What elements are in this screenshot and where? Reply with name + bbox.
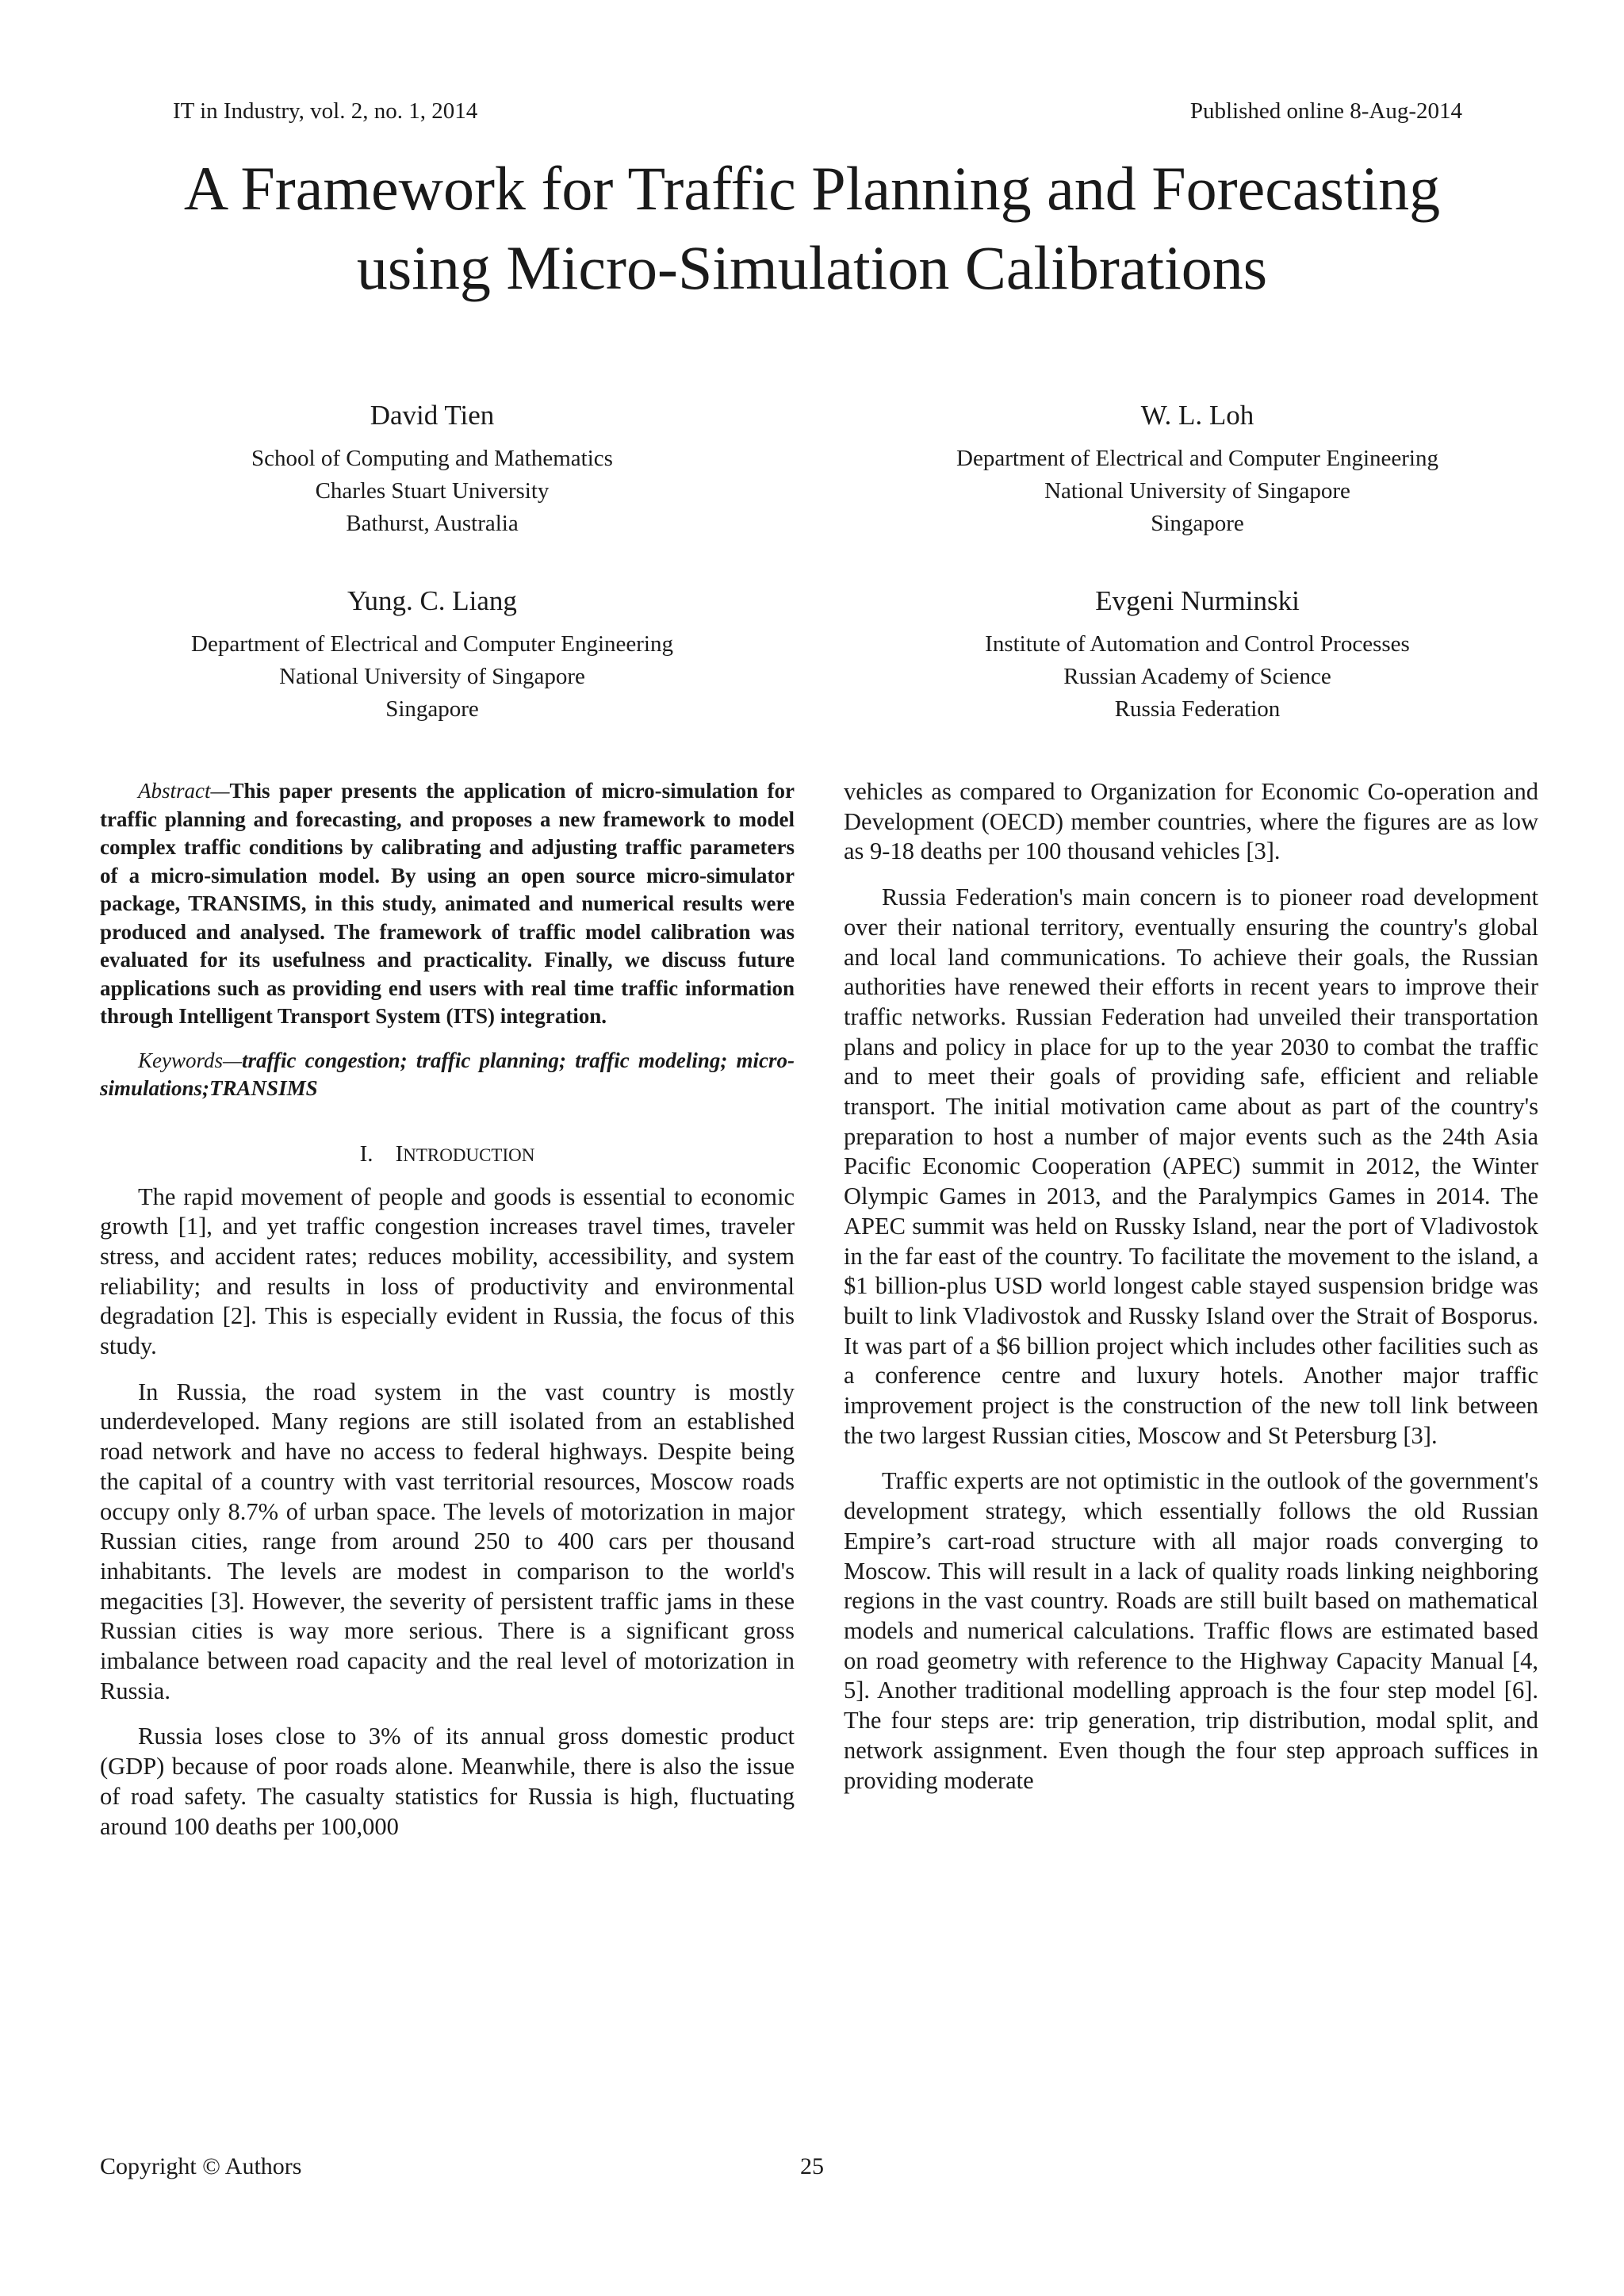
author-name: Yung. C. Liang [347, 585, 517, 616]
section-number: I. [359, 1140, 373, 1167]
abstract [100, 777, 795, 1031]
right-column [844, 777, 1538, 1796]
left-column [100, 777, 795, 1842]
author-affiliation: Charles Stuart University [315, 478, 550, 504]
author-affiliation: National University of Singapore [279, 664, 585, 689]
body-paragraph: Russia loses close to 3% of its annual gross domestic product (GDP) because of poor roads alone. Meanwhile, there is also the issue of road safety. The casualty statistics for Russia is high, fluctuating around 100 deaths per 100,000 [100, 1723, 795, 1840]
author-block [896, 584, 1499, 726]
author-name: W. L. Loh [1140, 400, 1254, 431]
author-name: David Tien [370, 400, 495, 431]
author-affiliation: Russia Federation [1114, 696, 1281, 722]
keywords-label: Keywords— [138, 1048, 243, 1072]
title-line-1: A Framework for Traffic Planning and Forecasting [183, 154, 1441, 223]
author-block [131, 398, 733, 540]
section-heading-introduction [100, 1140, 795, 1170]
author-affiliation: Russian Academy of Science [1063, 664, 1331, 689]
journal-info: IT in Industry, vol. 2, no. 1, 2014 [173, 98, 478, 124]
body-paragraph: Russia Federation's main concern is to pioneer road development over their national territory, eventually ensuring the country's global and local land communications. To achieve their goals, the Russian authorities have renewed their efforts in recent years to improve their traffic networks. Russian Federation had unveiled their transportation plans and policy in place for up to the year 2030 to combat the traffic and to meet their goals of providing safe, efficient and reliable transport. The initial motivation came about as part of the country's preparation to host a number of major events such as the 24th Asia Pacific Economic Cooperation (APEC) summit in 2012, the Winter Olympic Games in 2013, and the Paralympics Games in 2014. The APEC summit was held on Russky Island, near the port of Vladivostok in the far east of the country. To facilitate the movement to the island, a $1 billion-plus USD world longest cable stayed suspension bridge was built to link Vladivostok and Russky Island over the Strait of Bosporus. It was part of a $6 billion project which includes other facilities such as a conference centre and luxury hotels. Another major traffic improvement project is the construction of the new toll link between the two largest Russian cities, Moscow and St Petersburg [3]. [844, 884, 1538, 1449]
author-affiliation: Singapore [1151, 511, 1244, 536]
author-affiliation: Bathurst, Australia [346, 511, 519, 536]
section-title-initial: I [395, 1140, 404, 1167]
abstract-label: Abstract— [138, 779, 230, 803]
body-paragraph: The rapid movement of people and goods is essential to economic growth [1], and yet traffic congestion increases travel times, traveler stress, and accident rates; reduces mobility, accessibility, and system reliability; and results in loss of productivity and environmental degradation [2]. This is especially evident in Russia, the focus of this study. [100, 1182, 795, 1360]
paper-title [79, 149, 1545, 308]
body-paragraph: vehicles as compared to Organization for Economic Co-operation and Development (OECD) member countries, where the figures are as low as 9-18 deaths per 100 thousand vehicles [3]. [844, 778, 1538, 865]
author-affiliation: Institute of Automation and Control Processes [985, 631, 1410, 657]
body-paragraph: In Russia, the road system in the vast country is mostly underdeveloped. Many regions are still isolated from an established road network and have no access to federal highways. Despite being the capital of a country with vast territorial resources, Moscow roads occupy only 8.7% of urban space. The levels of motorization in major Russian cities, range from around 250 to 400 cars per thousand inhabitants. The levels are modest in comparison to the world's megacities [3]. However, the severity of persistent traffic jams in these Russian cities is way more serious. There is a significant gross imbalance between road capacity and the real level of motorization in Russia. [100, 1378, 795, 1704]
author-name: Evgeni Nurminski [1095, 585, 1300, 616]
copyright-notice: Copyright © Authors [100, 2153, 302, 2179]
body-paragraph: Traffic experts are not optimistic in the outlook of the government's development strategy, which essentially follows the old Russian Empire’s cart-road structure with all major roads converging to Moscow. This will result in a lack of quality roads linking neighboring regions in the vast country. Roads are still built based on mathematical models and numerical calculations. Traffic flows are estimated based on road geometry with reference to the Highway Capacity Manual [4, 5]. Another traditional modelling approach is the four step model [6]. The four steps are: trip generation, trip distribution, modal split, and network assignment. Even though the four step approach suffices in providing moderate [844, 1467, 1538, 1794]
publication-date: Published online 8-Aug-2014 [1189, 98, 1462, 124]
keywords [100, 1047, 795, 1103]
section-title-rest: NTRODUCTION [403, 1144, 535, 1165]
author-affiliation: School of Computing and Mathematics [251, 446, 613, 471]
author-affiliation: Department of Electrical and Computer Engineering [956, 446, 1438, 471]
abstract-text: This paper presents the application of micro-simulation for traffic planning and forecasting, and proposes a new framework to model complex traffic conditions by calibrating and adjusting traffic parameters of a micro-simulation model. By using an open source micro-simulator package, TRANSIMS, in this study, animated and numerical results were produced and analysed. The framework of traffic model calibration was evaluated for its usefulness and practicality. Finally, we discuss future applications such as providing end users with real time traffic information through Intelligent Transport System (ITS) integration. [100, 779, 795, 1028]
author-affiliation: Singapore [385, 696, 479, 722]
page-number: 25 [800, 2153, 824, 2179]
author-affiliation: National University of Singapore [1044, 478, 1350, 504]
author-block [896, 398, 1499, 540]
author-block [131, 584, 733, 726]
keywords-text: traffic congestion; traffic planning; traffic modeling; micro-simulations;TRANSIMS [100, 1048, 795, 1100]
title-line-2: using Micro-Simulation Calibrations [356, 233, 1268, 302]
author-affiliation: Department of Electrical and Computer Engineering [191, 631, 673, 657]
